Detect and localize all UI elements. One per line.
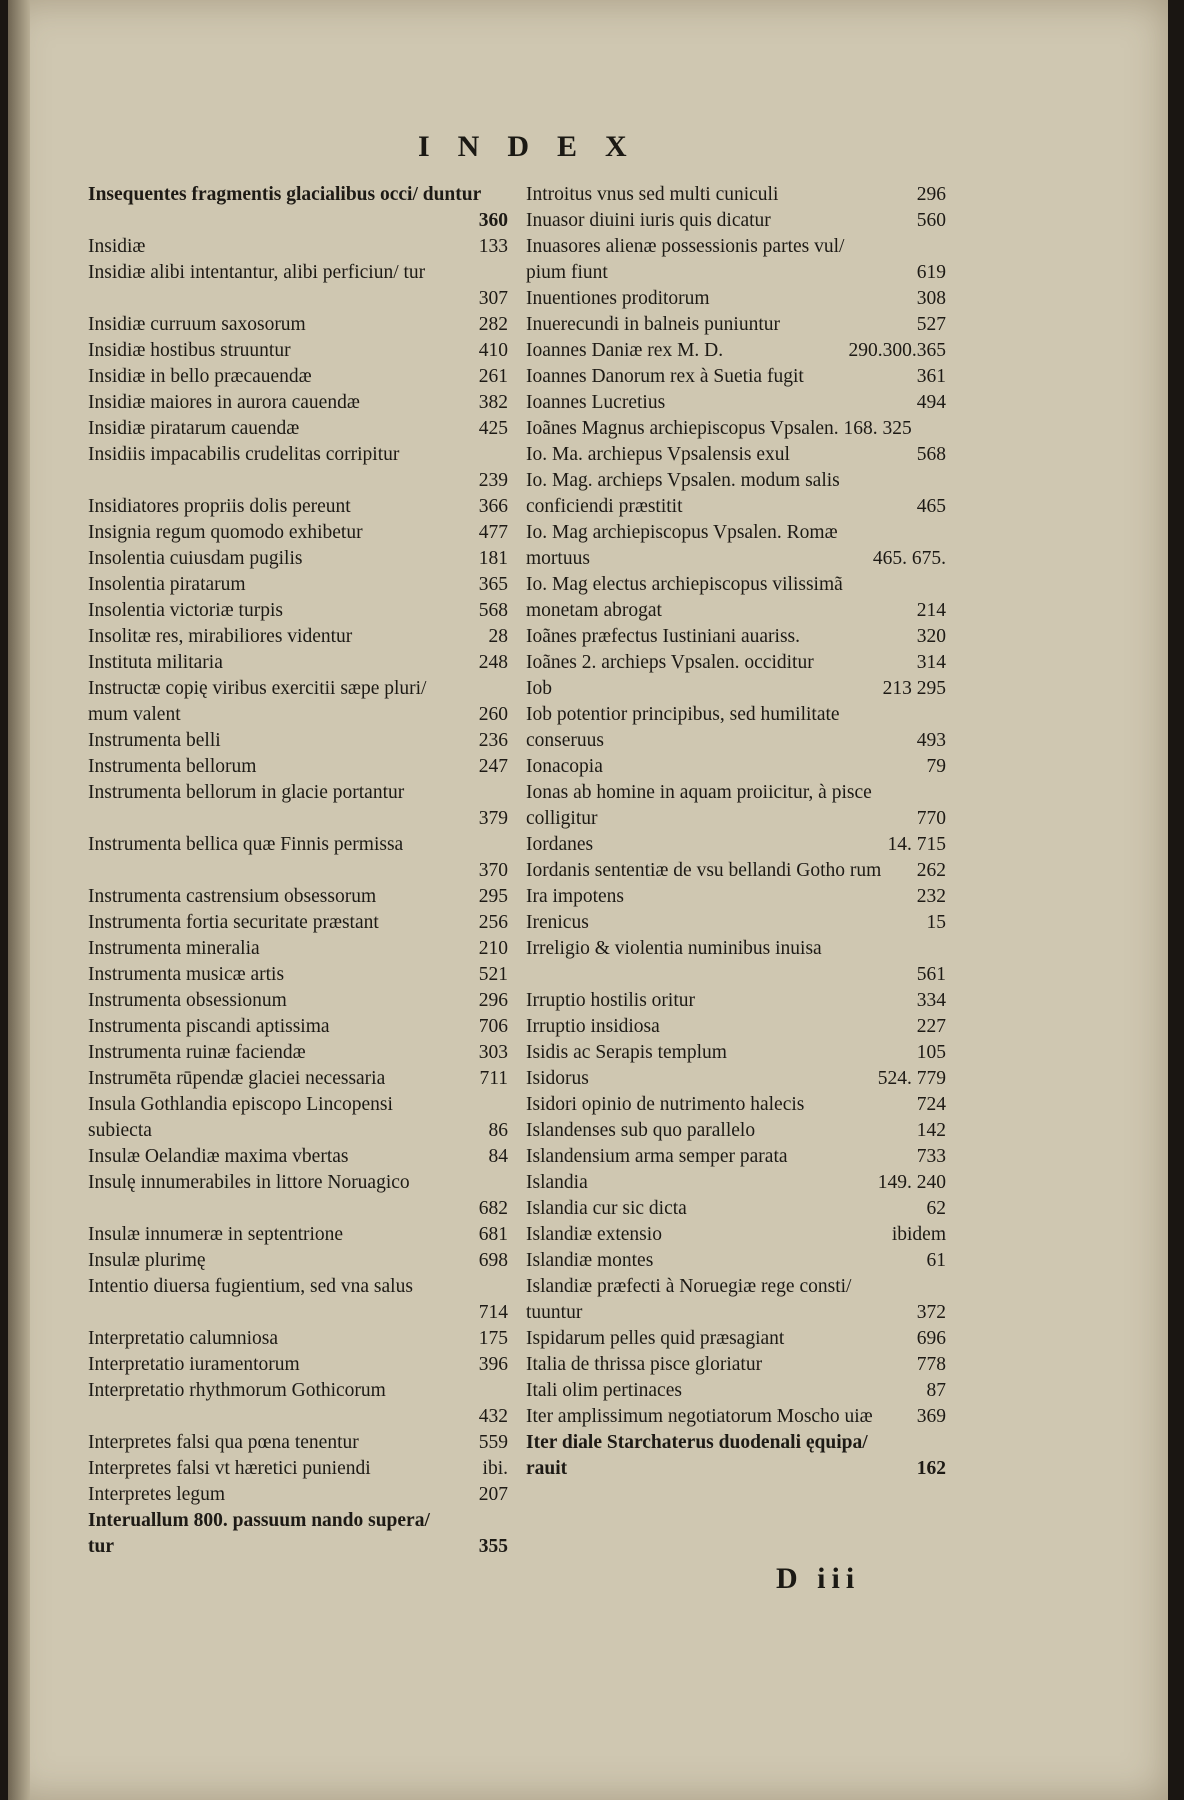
index-entry-text: Instrumenta obsessionum: [88, 990, 287, 1011]
index-entry-text: Ioãnes Magnus archiepiscopus Vpsalen. 168. 325: [526, 418, 912, 439]
index-entry-text: Ioãnes præfectus Iustiniani auariss.: [526, 626, 801, 647]
index-entry-text: Interpretatio iuramentorum: [88, 1354, 300, 1375]
index-entry-page: 724: [916, 1094, 946, 1115]
index-entry-text: Insulæ Oelandiæ maxima vbertas: [88, 1146, 349, 1167]
index-entry-text: Islandenses sub quo parallelo: [526, 1120, 756, 1141]
index-entry-page: 28: [488, 626, 508, 647]
index-entry: [88, 650, 508, 676]
index-entry-text: Insidiæ curruum saxosorum: [88, 314, 306, 335]
index-entry: [88, 988, 508, 1014]
index-entry-text: Instrumenta fortia securitate præstant: [88, 912, 379, 933]
index-entry: [88, 1222, 508, 1248]
index-entry: [88, 1378, 508, 1430]
index-entry-text: Instrumenta belli: [88, 730, 221, 751]
index-entry-text: Interpretatio rhythmorum Gothicorum: [88, 1380, 386, 1401]
index-entry-text: Io. Mag archiepiscopus Vpsalen. Romæ mortuus: [526, 522, 838, 569]
index-entry-text: Irreligio & violentia numinibus inuisa: [526, 938, 822, 959]
index-entry-page: 681: [478, 1224, 508, 1245]
index-entry-text: Instrumenta bellorum in glacie portantur: [88, 782, 405, 803]
index-entry: [526, 416, 946, 442]
index-entry: [88, 624, 508, 650]
index-entry-page: 524. 779: [877, 1068, 946, 1089]
index-entry: [526, 390, 946, 416]
index-entry: [88, 390, 508, 416]
index-entry-text: Inuasores alienæ possessionis partes vul/ pium fiunt: [526, 236, 845, 283]
index-entry-page: 105: [916, 1042, 946, 1063]
index-entry-text: Iter amplissimum negotiatorum Moscho uiæ: [526, 1406, 873, 1427]
index-entry-page: 62: [926, 1198, 946, 1219]
index-entry-text: Islandensium arma semper parata: [526, 1146, 788, 1167]
signature-mark: D iii: [776, 1562, 861, 1595]
index-entry: [526, 520, 946, 572]
index-entry-text: Ispidarum pelles quid præsagiant: [526, 1328, 785, 1349]
index-entry: [526, 1248, 946, 1274]
index-entry: [88, 520, 508, 546]
index-entry-page: 303: [478, 1042, 508, 1063]
index-entry-text: Instructæ copię viribus exercitii sæpe pluri/ mum valent: [88, 678, 427, 725]
index-entry-text: Instrumēta rūpendæ glaciei necessaria: [88, 1068, 386, 1089]
index-entry-page: 61: [926, 1250, 946, 1271]
index-entry: [526, 1378, 946, 1404]
index-entry-page: 432: [478, 1406, 508, 1427]
index-entry-text: Introitus vnus sed multi cuniculi: [526, 184, 779, 205]
index-entry-page: 247: [478, 756, 508, 777]
index-entry-page: 560: [916, 210, 946, 231]
index-entry: [88, 1092, 508, 1144]
index-entry-page: 711: [479, 1068, 508, 1089]
index-entry: [526, 1352, 946, 1378]
index-entry: [526, 702, 946, 754]
index-entry-page: ibi.: [482, 1458, 508, 1479]
index-entry-page: 175: [478, 1328, 508, 1349]
index-entry-page: 568: [916, 444, 946, 465]
index-entry-page: 494: [916, 392, 946, 413]
index-entry-page: 133: [478, 236, 508, 257]
index-entry-text: Interpretes falsi qua pœna tenentur: [88, 1432, 359, 1453]
index-entry: [88, 234, 508, 260]
index-entry-text: Isidis ac Serapis templum: [526, 1042, 727, 1063]
index-entry-page: 84: [488, 1146, 508, 1167]
index-entry: [526, 936, 946, 988]
index-entry-page: 248: [478, 652, 508, 673]
index-entry: [526, 234, 946, 286]
index-entry: [526, 208, 946, 234]
index-entry-page: 527: [916, 314, 946, 335]
index-entry-text: Io. Mag. archieps Vpsalen. modum salis conficiendi præstitit: [526, 470, 840, 517]
index-entry-page: 320: [916, 626, 946, 647]
index-entry: [526, 1040, 946, 1066]
running-head: INDEX: [418, 130, 655, 163]
index-entry-text: Iordanes: [526, 834, 594, 855]
index-entry: [526, 832, 946, 858]
index-entry: [88, 832, 508, 884]
index-entry: [88, 494, 508, 520]
index-entry-text: Interuallum 800. passuum nando supera/ tur: [88, 1510, 430, 1557]
index-entry-text: Insidiæ piratarum cauendæ: [88, 418, 300, 439]
index-entry: [526, 1144, 946, 1170]
index-entry-page: 477: [478, 522, 508, 543]
index-entry: [88, 1066, 508, 1092]
index-entry-text: Islandiæ præfecti à Noruegiæ rege consti/ tuuntur: [526, 1276, 852, 1323]
index-entry-text: Instrumenta musicæ artis: [88, 964, 285, 985]
index-entry: [526, 338, 946, 364]
index-entry-page: 296: [478, 990, 508, 1011]
index-entry: [526, 286, 946, 312]
index-entry-text: Io. Mag electus archiepiscopus vilissimã monetam abrogat: [526, 574, 843, 621]
index-entry-page: 360: [478, 210, 508, 231]
index-entry-text: Iter diale Starchaterus duodenali ęquipa/ rauit: [526, 1432, 868, 1479]
index-entry-text: Insidiis impacabilis crudelitas corripitur: [88, 444, 400, 465]
index-entry-text: Intentio diuersa fugientium, sed vna salus: [88, 1276, 413, 1297]
index-entry: [526, 364, 946, 390]
index-entry: [88, 572, 508, 598]
index-entry-page: 207: [478, 1484, 508, 1505]
index-entry: [526, 1170, 946, 1196]
index-entry-page: 213 295: [882, 678, 946, 699]
index-entry-text: Irruptio insidiosa: [526, 1016, 660, 1037]
index-entry-page: 706: [478, 1016, 508, 1037]
index-entry-text: Interpretes falsi vt hæretici puniendi: [88, 1458, 371, 1479]
index-entry-text: Irenicus: [526, 912, 589, 933]
index-entry-text: Io. Ma. archiepus Vpsalensis exul: [526, 444, 790, 465]
index-entry-page: 296: [916, 184, 946, 205]
index-entry: [526, 650, 946, 676]
index-entry-text: Ionas ab homine in aquam proiicitur, à pisce colligitur: [526, 782, 872, 829]
index-entry: [526, 1274, 946, 1326]
index-entry-text: Instrumenta piscandi aptissima: [88, 1016, 330, 1037]
index-entry-page: 425: [478, 418, 508, 439]
index-entry-page: 86: [488, 1120, 508, 1141]
index-entry-text: Instrumenta bellica quæ Finnis permissa: [88, 834, 404, 855]
index-entry: [88, 546, 508, 572]
index-entry-page: 261: [478, 366, 508, 387]
index-entry-text: Insolentia piratarum: [88, 574, 246, 595]
index-entry: [526, 572, 946, 624]
index-entry: [88, 754, 508, 780]
index-entry-text: Islandiæ montes: [526, 1250, 654, 1271]
index-entry-page: 379: [478, 808, 508, 829]
index-entry: [88, 1482, 508, 1508]
index-entry-text: Insidiatores propriis dolis pereunt: [88, 496, 351, 517]
index-entry: [88, 364, 508, 390]
index-entry: [526, 1326, 946, 1352]
index-entry-page: 696: [916, 1328, 946, 1349]
index-entry-text: Iob: [526, 678, 552, 699]
index-entry-page: 465: [916, 496, 946, 517]
index-entry-text: Insidiæ in bello præcauendæ: [88, 366, 312, 387]
index-entry-page: 256: [478, 912, 508, 933]
index-entry-page: 568: [478, 600, 508, 621]
index-entry-text: Insidiæ maiores in aurora cauendæ: [88, 392, 360, 413]
index-entry-page: 162: [916, 1458, 946, 1479]
index-entry-text: Instrumenta castrensium obsessorum: [88, 886, 377, 907]
index-entry: [88, 1326, 508, 1352]
index-entry-page: 733: [916, 1146, 946, 1167]
index-entry-page: 232: [916, 886, 946, 907]
index-entry-page: 282: [478, 314, 508, 335]
index-entry-page: 79: [926, 756, 946, 777]
index-entry: [88, 884, 508, 910]
index-entry: [526, 676, 946, 702]
index-entry: [88, 1040, 508, 1066]
index-entry-page: 521: [478, 964, 508, 985]
index-entry-text: Ioãnes 2. archieps Vpsalen. occiditur: [526, 652, 814, 673]
index-entry-page: 559: [478, 1432, 508, 1453]
index-entry-page: 227: [916, 1016, 946, 1037]
index-entry: [526, 1092, 946, 1118]
index-entry-text: Insulæ innumeræ in septentrione: [88, 1224, 344, 1245]
index-entry-text: Insidiæ hostibus struuntur: [88, 340, 291, 361]
index-entry: [88, 728, 508, 754]
index-entry-page: 260: [478, 704, 508, 725]
index-column-left: [88, 182, 508, 1560]
index-entry: [526, 884, 946, 910]
index-entry: [526, 858, 946, 884]
index-entry-page: 142: [916, 1120, 946, 1141]
index-entry-text: Insidiæ alibi intentantur, alibi perficiun/ tur: [88, 262, 426, 283]
index-entry-page: 465. 675.: [872, 548, 946, 569]
index-entry: [526, 1118, 946, 1144]
index-entry-page: 236: [478, 730, 508, 751]
index-entry-page: 181: [478, 548, 508, 569]
index-entry: [88, 1170, 508, 1222]
index-entry-text: Ioannes Danorum rex à Suetia fugit: [526, 366, 804, 387]
index-entry: [526, 780, 946, 832]
index-entry: [526, 1066, 946, 1092]
index-entry-page: 295: [478, 886, 508, 907]
index-entry: [526, 988, 946, 1014]
index-entry-text: Insolentia victoriæ turpis: [88, 600, 283, 621]
index-entry: [526, 910, 946, 936]
index-entry-text: Ioannes Daniæ rex M. D.: [526, 340, 724, 361]
index-entry-text: Insula Gothlandia episcopo Lincopensi subiecta: [88, 1094, 393, 1141]
index-entry: [88, 442, 508, 494]
index-entry-page: 682: [478, 1198, 508, 1219]
index-entry-text: Instrumenta bellorum: [88, 756, 257, 777]
index-entry: [88, 260, 508, 312]
index-entry-page: 214: [916, 600, 946, 621]
index-entry-text: Iordanis sententiæ de vsu bellandi Gotho rum: [526, 860, 882, 881]
index-entry: [88, 910, 508, 936]
index-entry: [88, 1430, 508, 1456]
index-entry: [88, 416, 508, 442]
book-page: [8, 0, 1168, 1800]
index-entry: [526, 1196, 946, 1222]
index-entry: [526, 468, 946, 520]
index-entry-text: Islandia cur sic dicta: [526, 1198, 687, 1219]
index-entry-text: Inuasor diuini iuris quis dicatur: [526, 210, 771, 231]
index-entry-text: Instituta militaria: [88, 652, 223, 673]
index-entry: [88, 780, 508, 832]
index-entry-page: 410: [478, 340, 508, 361]
index-entry-page: ibidem: [891, 1224, 946, 1245]
index-entry: [88, 598, 508, 624]
index-entry-text: Insulę innumerabiles in littore Noruagico: [88, 1172, 410, 1193]
index-entry-text: Interpretatio calumniosa: [88, 1328, 279, 1349]
index-entry-text: Ira impotens: [526, 886, 625, 907]
index-entry: [88, 936, 508, 962]
index-entry: [526, 182, 946, 208]
index-entry-page: 365: [478, 574, 508, 595]
index-entry-page: 382: [478, 392, 508, 413]
index-entry: [88, 338, 508, 364]
index-entry-page: 239: [478, 470, 508, 491]
index-entry: [88, 312, 508, 338]
index-entry: [526, 1014, 946, 1040]
index-entry: [88, 1456, 508, 1482]
index-entry-page: 778: [916, 1354, 946, 1375]
index-column-right: [526, 182, 946, 1482]
page-gutter-shadow: [8, 0, 30, 1800]
index-entry-page: 372: [916, 1302, 946, 1323]
index-entry-text: Interpretes legum: [88, 1484, 225, 1505]
index-entry-page: 355: [478, 1536, 508, 1557]
index-entry-text: Insignia regum quomodo exhibetur: [88, 522, 363, 543]
index-entry-page: 361: [916, 366, 946, 387]
index-entry-page: 290.300.365: [848, 340, 946, 361]
index-entry-text: Isidori opinio de nutrimento halecis: [526, 1094, 805, 1115]
index-entry-text: Insequentes fragmentis glacialibus occi/ duntur: [88, 184, 482, 205]
index-entry-page: 370: [478, 860, 508, 881]
index-entry-page: 396: [478, 1354, 508, 1375]
index-entry: [526, 624, 946, 650]
index-entry: [88, 1144, 508, 1170]
index-entry-text: Ionacopia: [526, 756, 603, 777]
index-entry-page: 210: [478, 938, 508, 959]
index-entry-text: Islandiæ extensio: [526, 1224, 662, 1245]
index-entry: [88, 676, 508, 728]
index-entry-page: 314: [916, 652, 946, 673]
index-entry: [88, 1274, 508, 1326]
index-entry-text: Insolitæ res, mirabiliores videntur: [88, 626, 353, 647]
index-entry-page: 369: [916, 1406, 946, 1427]
index-entry: [88, 1248, 508, 1274]
index-entry-text: Iob potentior principibus, sed humilitate conseruus: [526, 704, 840, 751]
index-entry-text: Instrumenta ruinæ faciendæ: [88, 1042, 306, 1063]
index-entry: [526, 1222, 946, 1248]
index-entry-page: 262: [916, 860, 946, 881]
index-entry-page: 87: [926, 1380, 946, 1401]
index-entry-page: 149. 240: [877, 1172, 946, 1193]
index-entry-text: Ioannes Lucretius: [526, 392, 666, 413]
index-entry-page: 770: [916, 808, 946, 829]
index-entry-text: Instrumenta mineralia: [88, 938, 260, 959]
index-entry: [526, 442, 946, 468]
index-entry-page: 14. 715: [887, 834, 946, 855]
index-entry: [88, 1508, 508, 1560]
index-entry-page: 493: [916, 730, 946, 751]
index-entry: [88, 962, 508, 988]
index-entry-page: 307: [478, 288, 508, 309]
index-entry: [88, 1352, 508, 1378]
index-entry-text: Insidiæ: [88, 236, 146, 257]
index-entry-page: 308: [916, 288, 946, 309]
index-entry-text: Inuentiones proditorum: [526, 288, 710, 309]
index-entry-text: Irruptio hostilis oritur: [526, 990, 695, 1011]
index-entry: [88, 1014, 508, 1040]
index-entry-page: 561: [916, 964, 946, 985]
index-entry: [88, 182, 508, 234]
index-entry-page: 698: [478, 1250, 508, 1271]
index-entry-page: 619: [916, 262, 946, 283]
index-entry: [526, 1404, 946, 1430]
index-entry: [526, 312, 946, 338]
index-entry-page: 366: [478, 496, 508, 517]
index-entry-text: Insolentia cuiusdam pugilis: [88, 548, 303, 569]
index-entry-text: Insulæ plurimę: [88, 1250, 206, 1271]
index-entry: [526, 754, 946, 780]
index-entry-text: Islandia: [526, 1172, 588, 1193]
index-entry: [526, 1430, 946, 1482]
index-entry-text: Isidorus: [526, 1068, 589, 1089]
index-entry-text: Italia de thrissa pisce gloriatur: [526, 1354, 763, 1375]
index-entry-page: 15: [926, 912, 946, 933]
index-entry-text: Itali olim pertinaces: [526, 1380, 682, 1401]
index-entry-page: 714: [478, 1302, 508, 1323]
index-entry-text: Inuerecundi in balneis puniuntur: [526, 314, 780, 335]
index-entry-page: 334: [916, 990, 946, 1011]
